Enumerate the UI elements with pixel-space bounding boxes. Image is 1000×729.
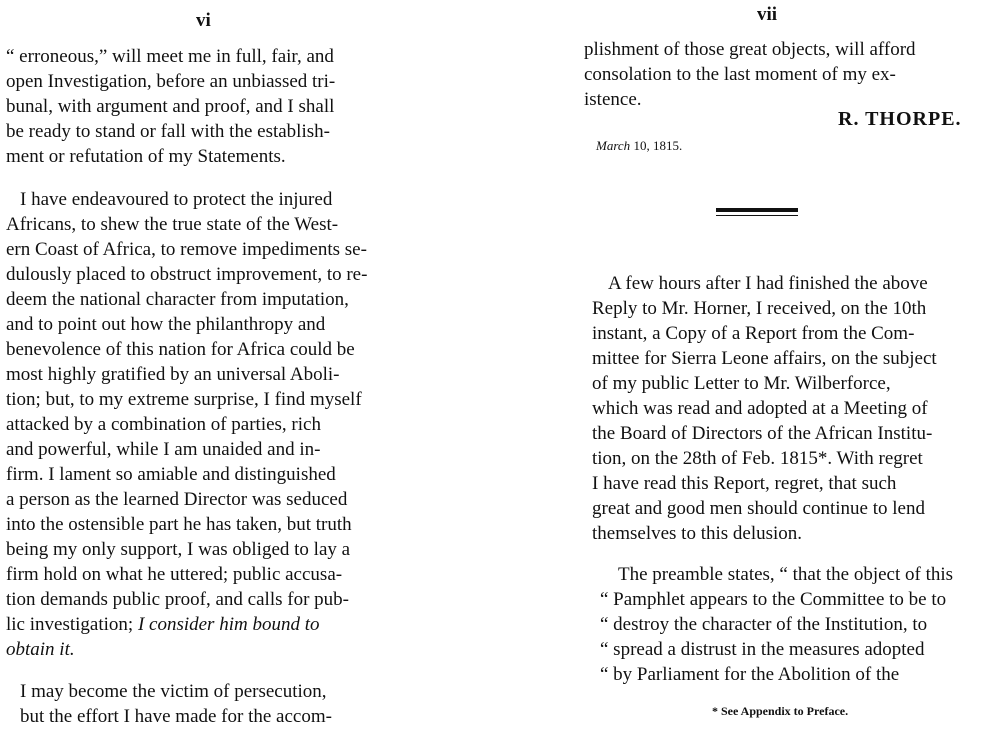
text-line: but the effort I have made for the accom-: [20, 706, 332, 727]
text-line: “ spread a distrust in the measures adopted: [600, 639, 925, 660]
text-line: “ destroy the character of the Institution, to: [600, 614, 928, 635]
text-line: and to point out how the philanthropy and: [6, 314, 326, 335]
page-number: vii: [757, 4, 778, 25]
text-line: a person as the learned Director was seduced: [6, 489, 348, 510]
text-line: firm hold on what he uttered; public accusa-: [6, 564, 343, 585]
date-line: [596, 138, 682, 154]
text-line: benevolence of this nation for Africa could be: [6, 339, 355, 360]
text-line: most highly gratified by an universal Aboli-: [6, 364, 340, 385]
section-divider-thick: [716, 208, 798, 212]
date-day-year: 10, 1815.: [633, 138, 683, 153]
date-month: March: [596, 138, 631, 153]
text-line: firm. I lament so amiable and distinguished: [6, 464, 336, 485]
right-page: [500, 0, 1000, 726]
text-line: being my only support, I was obliged to lay a: [6, 539, 351, 560]
left-page: [0, 0, 500, 726]
signature: R. THORPE.: [838, 108, 962, 130]
page-number: vi: [196, 10, 211, 31]
text-line: ern Coast of Africa, to remove impediments se-: [6, 239, 367, 260]
italic-run: I consider him bound to: [137, 614, 320, 635]
text-run: lic investigation;: [6, 614, 134, 635]
text-line: A few hours after I had finished the above: [608, 273, 928, 294]
text-line: plishment of those great objects, will afford: [584, 39, 916, 60]
text-line: “ Pamphlet appears to the Committee to be to: [600, 589, 947, 610]
text-line: be ready to stand or fall with the establish-: [6, 121, 330, 142]
text-line: “ erroneous,” will meet me in full, fair, and: [6, 46, 334, 67]
text-line: and powerful, while I am unaided and in-: [6, 439, 321, 460]
text-line: [6, 613, 319, 637]
footnote: * See Appendix to Preface.: [712, 704, 849, 718]
text-line: deem the national character from imputation,: [6, 289, 349, 310]
text-line: I may become the victim of persecution,: [20, 681, 327, 702]
text-line: dulously placed to obstruct improvement, to re-: [6, 264, 368, 285]
text-line: The preamble states, “ that the object of this: [618, 564, 954, 585]
text-line: istence.: [584, 89, 642, 110]
text-line: which was read and adopted at a Meeting of: [592, 398, 928, 419]
text-line: I have read this Report, regret, that such: [592, 473, 897, 494]
text-line: tion demands public proof, and calls for pub-: [6, 589, 349, 610]
text-line: tion; but, to my extreme surprise, I find myself: [6, 389, 362, 410]
text-line: tion, on the 28th of Feb. 1815*. With regret: [592, 448, 923, 469]
text-line: themselves to this delusion.: [592, 523, 803, 544]
text-line: bunal, with argument and proof, and I shall: [6, 96, 335, 117]
text-line: open Investigation, before an unbiassed tri-: [6, 71, 336, 92]
text-line: into the ostensible part he has taken, but truth: [6, 514, 352, 535]
text-line: of my public Letter to Mr. Wilberforce,: [592, 373, 891, 394]
text-line: Africans, to shew the true state of the West-: [6, 214, 339, 235]
text-line: instant, a Copy of a Report from the Com-: [592, 323, 915, 344]
text-line: mittee for Sierra Leone affairs, on the subject: [592, 348, 937, 369]
text-line: “ by Parliament for the Abolition of the: [600, 664, 900, 685]
text-line: consolation to the last moment of my ex-: [584, 64, 896, 85]
text-line: attacked by a combination of parties, rich: [6, 414, 321, 435]
text-line: I have endeavoured to protect the injured: [20, 189, 333, 210]
text-line: great and good men should continue to lend: [592, 498, 925, 519]
text-line: obtain it.: [6, 639, 75, 660]
text-line: ment or refutation of my Statements.: [6, 146, 286, 167]
text-line: the Board of Directors of the African Institu-: [592, 423, 933, 444]
section-divider-thin: [716, 215, 798, 216]
text-line: Reply to Mr. Horner, I received, on the 10th: [592, 298, 927, 319]
